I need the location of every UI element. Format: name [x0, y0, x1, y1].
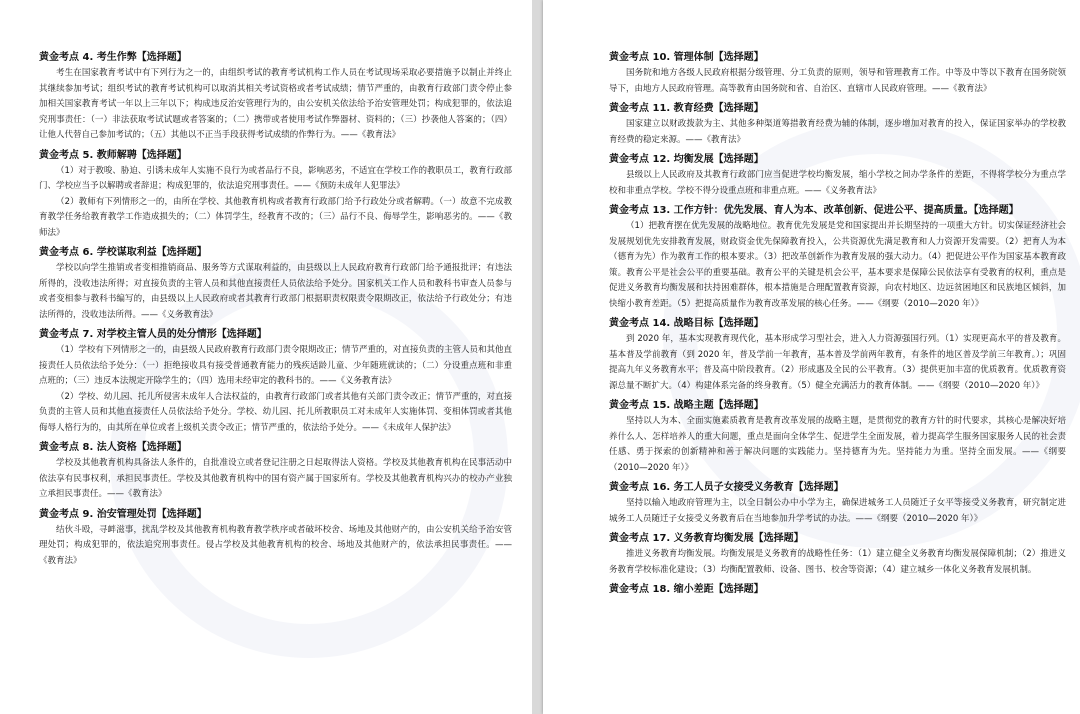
section-paragraph: 学校及其他教育机构具备法人条件的，自批准设立或者登记注册之日起取得法人资格。学校及其他教育机构在民事活动中依法享有民事权利，承担民事责任。学校及其他教育机构中的国有资产属于国家所有。学校及其他教育机构兴办的校办产业独立承担民事责任。——《教育法》: [39, 458, 512, 499]
section-paragraph: （2）学校、幼儿园、托儿所侵害未成年人合法权益的，由教育行政部门或者其他有关部门责令改正；情节严重的，对直接负责的主管人员和其他直接责任人员依法给予处分。学校、幼儿园、托儿所教职员工对未成年人实施体罚、变相体罚或者其他侮辱人格行为的，由其所在单位或者上级机关责令改正；情节严重的，依法给予处分。——《未成年人保护法》: [39, 391, 512, 433]
section-heading: 黄金考点 4. 考生作弊【选择题】: [39, 52, 187, 63]
section-heading: 黄金考点 16. 务工人员子女接受义务教育【选择题】: [609, 482, 844, 493]
section-paragraph: 结伙斗殴，寻衅滋事，扰乱学校及其他教育机构教育教学秩序或者破坏校舍、场地及其他财产的，由公安机关给予治安管理处罚；构成犯罪的，依法追究刑事责任。侵占学校及其他教育机构的校舍、场地及其他财产的，依法承担民事责任。——《教育法》: [39, 524, 512, 566]
section-heading: 黄金考点 10. 管理体制【选择题】: [609, 52, 764, 63]
section-heading: 黄金考点 6. 学校谋取利益【选择题】: [39, 247, 207, 258]
section-paragraph: （1）学校有下列情形之一的，由县级人民政府教育行政部门责令限期改正；情节严重的，对直接负责的主管人员和其他直接责任人员依法给予处分：（一）拒绝接收具有接受普通教育能力的残疾适龄儿童、少年随班就读的；（二）分设重点班和非重点班的；（三）违反本法规定开除学生的；（四）选用未经审定的教科书的。——《义务教育法》: [39, 345, 512, 386]
exam-point-section: [609, 49, 1066, 97]
section-paragraph: 坚持以人为本、全面实施素质教育是教育改革发展的战略主题，是贯彻党的教育方针的时代要求，其核心是解决好培养什么人、怎样培养人的重大问题，重点是面向全体学生、促进学生全面发展，着力提高学生服务国家服务人民的社会责任感、勇于探索的创新精神和善于解决问题的实践能力。坚持德育为先。坚持能力为重。坚持全面发展。——《纲要（2010—2020 年）》: [609, 416, 1066, 473]
section-paragraph: 考生在国家教育考试中有下列行为之一的，由组织考试的教育考试机构工作人员在考试现场采取必要措施予以制止并终止其继续参加考试；组织考试的教育考试机构可以取消其相关考试资格或者考试成绩；情节严重的，由教育行政部门责令停止参加相关国家教育考试一年以上三年以下；构成违反治安管理行为的，由公安机关依法给予治安管理处罚；构成犯罪的，依法追究刑事责任：（一）非法获取考试试题或者答案的；（二）携带或者使用考试作弊器材、资料的；（三）抄袭他人答案的；（四）让他人代替自己参加考试的；（五）其他以不正当手段获得考试成绩的作弊行为。——《教育法》: [39, 68, 512, 140]
exam-point-section: [39, 147, 512, 242]
section-paragraph: 县级以上人民政府及其教育行政部门应当促进学校均衡发展，缩小学校之间办学条件的差距，不得将学校分为重点学校和非重点学校。学校不得分设重点班和非重点班。——《义务教育法》: [609, 170, 1066, 196]
section-paragraph: 国务院和地方各级人民政府根据分级管理、分工负责的原则，领导和管理教育工作。中等及中等以下教育在国务院领导下，由地方人民政府管理。高等教育由国务院和省、自治区、直辖市人民政府管理。——《教育法》: [609, 68, 1066, 94]
section-paragraph: （1）把教育摆在优先发展的战略地位。教育优先发展是党和国家提出并长期坚持的一项重大方针。切实保证经济社会发展规划优先安排教育发展，财政资金优先保障教育投入，公共资源优先满足教育和人力资源开发需要。（2）把育人为本（德育为先）作为教育工作的根本要求。（3）把改革创新作为教育发展的强大动力。（4）把促进公平作为国家基本教育政策。教育公平是社会公平的重要基础。教育公平的关键是机会公平，基本要求是保障公民依法享有受教育的权利，重点是促进义务教育均衡发展和扶持困难群体，根本措施是合理配置教育资源，向农村地区、边远贫困地区和民族地区倾斜，加快缩小教育差距。（5）把提高质量作为教育改革发展的核心任务。——《纲要（2010—2020 年）》: [609, 221, 1066, 309]
exam-point-section: [609, 581, 1066, 598]
section-heading: 黄金考点 8. 法人资格【选择题】: [39, 442, 187, 453]
section-heading: 黄金考点 9. 治安管理处罚【选择题】: [39, 508, 207, 520]
exam-point-section: [39, 506, 512, 570]
section-paragraph: （1）对于教唆、胁迫、引诱未成年人实施不良行为或者品行不良，影响恶劣，不适宜在学校工作的教职员工，教育行政部门、学校应当予以解聘或者辞退；构成犯罪的，依法追究刑事责任。——《预防未成年人犯罪法》: [39, 165, 512, 191]
document-page-left: [0, 0, 532, 714]
section-heading: 黄金考点 7. 对学校主管人员的处分情形【选择题】: [39, 329, 267, 340]
exam-point-section: [609, 151, 1066, 199]
section-heading: 黄金考点 15. 战略主题【选择题】: [609, 400, 764, 411]
exam-point-section: [609, 397, 1066, 476]
section-heading: 黄金考点 12. 均衡发展【选择题】: [609, 154, 764, 165]
page-gap: [532, 0, 543, 714]
section-paragraph: 国家建立以财政拨款为主、其他多种渠道筹措教育经费为辅的体制，逐步增加对教育的投入，保证国家举办的学校教育经费的稳定来源。——《教育法》: [609, 119, 1066, 145]
section-paragraph: 坚持以输入地政府管理为主，以全日制公办中小学为主，确保进城务工人员随迁子女平等接受义务教育，研究制定进城务工人员随迁子女接受义务教育后在当地参加升学考试的办法。——《纲要（2010—2020 年）》: [609, 498, 1066, 524]
page-content: [609, 49, 1066, 601]
exam-point-section: [39, 244, 512, 323]
exam-point-section: [609, 315, 1066, 394]
exam-point-section: [609, 530, 1066, 578]
section-paragraph: 学校以向学生推销或者变相推销商品、服务等方式谋取利益的，由县级以上人民政府教育行政部门给予通报批评；有违法所得的，没收违法所得；对直接负责的主管人员和其他直接责任人员依法给予处分。国家机关工作人员和教科书审查人员参与或者变相参与教科书编写的，由县级以上人民政府或者其教育行政部门根据职责权限责令限期改正，依法给予行政处分；有违法所得的，没收违法所得。——《义务教育法》: [39, 263, 512, 320]
exam-point-section: [609, 479, 1066, 527]
section-heading: 黄金考点 14. 战略目标【选择题】: [609, 318, 764, 329]
exam-point-section: [39, 49, 512, 144]
section-paragraph: 到 2020 年，基本实现教育现代化，基本形成学习型社会，进入人力资源强国行列。（1）实现更高水平的普及教育。基本普及学前教育（到 2020 年，普及学前一年教育，基本普及学前两年教育，有条件的地区普及学前三年教育。）；巩固提高九年义务教育水平；普及高中阶段教育。（2）形成惠及全民的公平教育。（3）提供更加丰富的优质教育。优质教育资源总量不断扩大。（4）构建体系完备的终身教育。（5）健全充满活力的教育体制。——《纲要（2010—2020 年）》: [609, 334, 1066, 391]
section-paragraph: 推进义务教育均衡发展。均衡发展是义务教育的战略性任务：（1）建立健全义务教育均衡发展保障机制；（2）推进义务教育学校标准化建设；（3）均衡配置教师、设备、图书、校舍等资源；（4）建立城乡一体化义务教育发展机制。: [609, 549, 1066, 575]
section-paragraph: （2）教师有下列情形之一的，由所在学校、其他教育机构或者教育行政部门给予行政处分或者解聘。（一）故意不完成教育教学任务给教育教学工作造成损失的；（二）体罚学生，经教育不改的；（三）品行不良、侮辱学生，影响恶劣的。——《教师法》: [39, 196, 512, 238]
exam-point-section: [39, 439, 512, 503]
section-heading: 黄金考点 13. 工作方针：优先发展、育人为本、改革创新、促进公平、提高质量。【选择题】: [609, 205, 1019, 216]
section-heading: 黄金考点 5. 教师解聘【选择题】: [39, 149, 187, 161]
section-heading: 黄金考点 17. 义务教育均衡发展【选择题】: [609, 533, 804, 544]
section-heading: 黄金考点 11. 教育经费【选择题】: [609, 103, 764, 114]
exam-point-section: [39, 326, 512, 436]
exam-point-section: [609, 202, 1066, 312]
exam-point-section: [609, 100, 1066, 148]
page-content: [39, 49, 512, 572]
section-heading: 黄金考点 18. 缩小差距【选择题】: [609, 584, 764, 595]
document-page-right: [543, 0, 1080, 714]
